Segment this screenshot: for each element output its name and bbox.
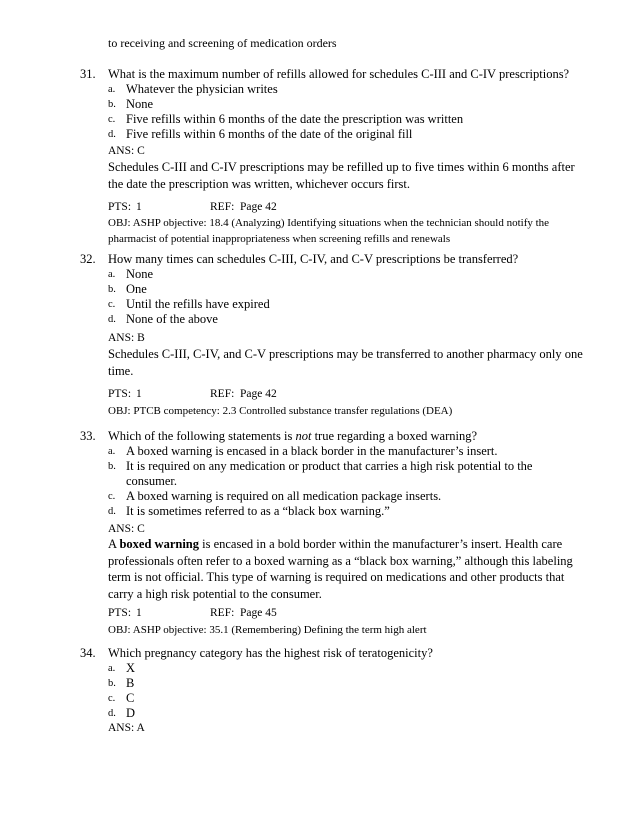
ref-value: Page 42 <box>240 201 277 213</box>
question-number: 31. <box>80 67 96 81</box>
explanation: Schedules C-III and C-IV prescriptions may be refilled up to five times within 6 months after the date the prescription was written, whichever occurs first. <box>108 160 575 191</box>
question-text-emphasis: not <box>295 429 312 443</box>
option-letter: d. <box>108 506 116 517</box>
pts-value: 1 <box>136 607 142 619</box>
explanation: Schedules C-III, C-IV, and C-V prescriptions may be transferred to another pharmacy only one time. <box>108 347 583 378</box>
option-letter: b. <box>108 678 116 689</box>
question-text: What is the maximum number of refills allowed for schedules C-III and C-IV prescriptions? <box>108 67 570 81</box>
option-text: One <box>126 282 147 296</box>
option-letter: a. <box>108 446 116 457</box>
ref-value: Page 45 <box>240 607 277 619</box>
option-text: Five refills within 6 months of the date the prescription was written <box>126 112 464 126</box>
question-text: Which pregnancy category has the highest risk of teratogenicity? <box>108 646 433 660</box>
question-text <box>108 429 477 444</box>
option-text: A boxed warning is required on all medication package inserts. <box>126 489 442 503</box>
ref-label: REF: <box>210 607 235 619</box>
option-text: It is required on any medication or product that carries a high risk potential to the consumer. <box>126 459 533 488</box>
objective: OBJ: PTCB competency: 2.3 Controlled substance transfer regulations (DEA) <box>108 405 453 417</box>
option-letter: a. <box>108 84 116 95</box>
pts-value: 1 <box>136 388 142 400</box>
pts-value: 1 <box>136 201 142 213</box>
option-letter: c. <box>108 693 116 704</box>
option-letter: b. <box>108 99 116 110</box>
option-letter: c. <box>108 491 116 502</box>
objective: OBJ: ASHP objective: 18.4 (Analyzing) Identifying situations when the technician should notify the pharmacist of potential inappropriateness when screening refills and renewals <box>108 217 550 245</box>
option-letter: b. <box>108 461 116 472</box>
explanation-bold-term: boxed warning <box>119 537 199 551</box>
option-letter: d. <box>108 129 116 140</box>
explanation-rest: is encased in a bold border within the manufacturer’s insert. Health care professionals often refer to a boxed warning as a “black box warning,” although this labeling term is not official. This type of warning is required on medications and other products that carry a high risk potential to the consumer. <box>108 537 573 601</box>
intro-line: to receiving and screening of medication orders <box>108 36 337 50</box>
option-letter: a. <box>108 663 116 674</box>
option-text: B <box>126 676 135 690</box>
ref-label: REF: <box>210 388 235 400</box>
points-reference <box>108 388 277 400</box>
points-reference <box>108 201 277 213</box>
option-text: None <box>126 97 154 111</box>
question-text: How many times can schedules C-III, C-IV, and C-V prescriptions be transferred? <box>108 252 519 266</box>
answer-key: ANS: C <box>108 145 145 157</box>
option-text: C <box>126 691 135 705</box>
explanation-start: A <box>108 537 120 551</box>
option-text: None <box>126 267 154 281</box>
option-letter: a. <box>108 269 116 280</box>
option-text: Until the refills have expired <box>126 297 270 311</box>
option-text: Whatever the physician writes <box>126 82 278 96</box>
option-text: It is sometimes referred to as a “black box warning.” <box>126 504 390 518</box>
question-number: 32. <box>80 252 96 266</box>
pts-label: PTS: <box>108 201 132 213</box>
option-letter: c. <box>108 299 116 310</box>
objective: OBJ: ASHP objective: 35.1 (Remembering) Defining the term high alert <box>108 624 427 636</box>
pts-label: PTS: <box>108 607 132 619</box>
points-reference <box>108 607 277 619</box>
option-letter: b. <box>108 284 116 295</box>
answer-key: ANS: C <box>108 523 145 535</box>
option-text: A boxed warning is encased in a black border in the manufacturer’s insert. <box>126 444 498 458</box>
explanation <box>108 536 588 602</box>
option-letter: d. <box>108 708 116 719</box>
option-text: None of the above <box>126 312 218 326</box>
ref-value: Page 42 <box>240 388 277 400</box>
ref-label: REF: <box>210 201 235 213</box>
question-number: 34. <box>80 646 96 660</box>
option-text: Five refills within 6 months of the date of the original fill <box>126 127 413 141</box>
question-text-end: true regarding a boxed warning? <box>311 429 478 443</box>
option-letter: d. <box>108 314 116 325</box>
option-text: D <box>126 706 136 720</box>
option-text: X <box>126 661 136 675</box>
question-number: 33. <box>80 429 96 443</box>
option-letter: c. <box>108 114 116 125</box>
answer-key: ANS: A <box>108 722 145 734</box>
question-text-start: Which of the following statements is <box>108 429 296 443</box>
pts-label: PTS: <box>108 388 132 400</box>
answer-key: ANS: B <box>108 332 145 344</box>
